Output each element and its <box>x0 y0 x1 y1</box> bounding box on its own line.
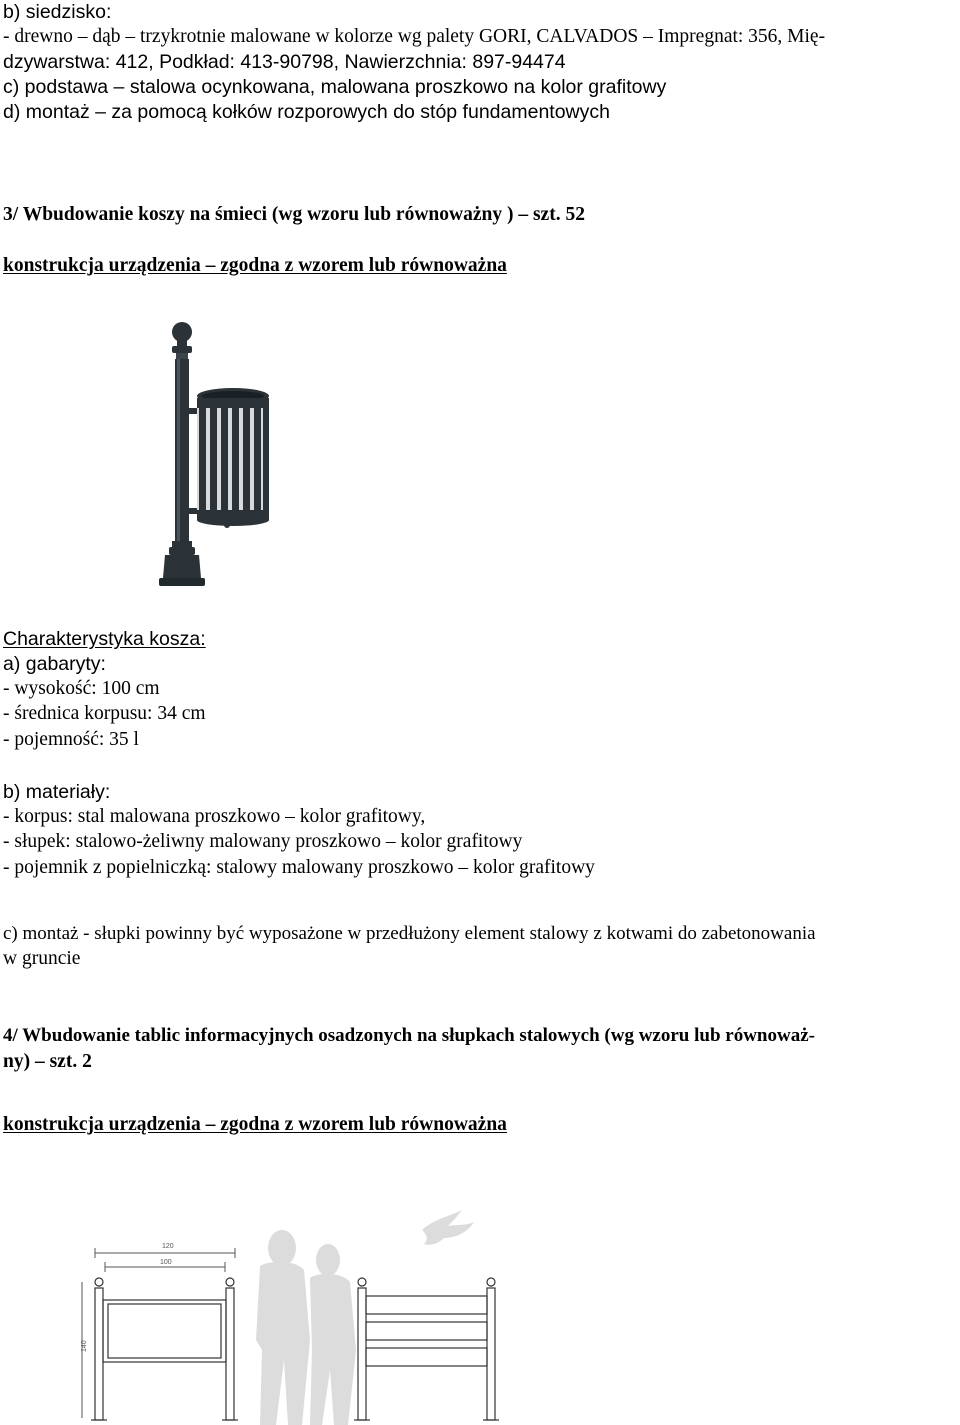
dims-heading: a) gabaryty: <box>3 653 106 675</box>
seat-heading: b) siedzisko: <box>3 1 112 23</box>
info-board-drawing <box>60 1200 660 1425</box>
materials-heading: b) materiały: <box>3 781 111 803</box>
mounting-description: c) montaż - słupki powinny być wyposażone w przedłużony element stalowy z kotwami do zabetonowania <box>3 923 816 944</box>
material-body: - korpus: stal malowana proszkowo – kolor grafitowy, <box>3 806 426 827</box>
section4-title-cont: ny) – szt. 2 <box>3 1051 92 1072</box>
dim-inner-label: 100 <box>160 1259 172 1266</box>
bin-height: - wysokość: 100 cm <box>3 678 160 699</box>
trash-bin-illustration <box>155 320 275 588</box>
bin-capacity: - pojemność: 35 l <box>3 729 139 750</box>
section4-title: 4/ Wbudowanie tablic informacyjnych osadzonych na słupkach stalowych (wg wzoru lub równoważ- <box>3 1025 815 1046</box>
material-container: - pojemnik z popielniczką: stalowy malowany proszkowo – kolor grafitowy <box>3 857 595 878</box>
material-post: - słupek: stalowo-żeliwny malowany proszkowo – kolor grafitowy <box>3 831 523 852</box>
people-silhouette <box>256 1230 356 1425</box>
seat-wood-line: - drewno – dąb – trzykrotnie malowane w kolorze wg palety GORI, CALVADOS – Impregnat: 356, Mię- <box>3 26 826 47</box>
seat-layers-line: dzywarstwa: 412, Podkład: 413-90798, Nawierzchnia: 897-94474 <box>3 51 566 73</box>
dim-height-label: 140 <box>81 1340 88 1352</box>
mounting-description-cont: w gruncie <box>3 948 81 969</box>
bird-silhouette <box>422 1210 474 1245</box>
bin-spec-heading: Charakterystyka kosza: <box>3 628 206 650</box>
section3-title: 3/ Wbudowanie koszy na śmieci (wg wzoru lub równoważny ) – szt. 52 <box>3 204 585 225</box>
dim-outer-label: 120 <box>162 1243 174 1250</box>
section4-subtitle: konstrukcja urządzenia – zgodna z wzorem lub równoważna <box>3 1114 507 1135</box>
bin-diameter: - średnica korpusu: 34 cm <box>3 703 206 724</box>
mounting-line: d) montaż – za pomocą kołków rozporowych do stóp fundamentowych <box>3 101 610 123</box>
base-line: c) podstawa – stalowa ocynkowana, malowana proszkowo na kolor grafitowy <box>3 76 667 98</box>
section3-subtitle: konstrukcja urządzenia – zgodna z wzorem lub równoważna <box>3 255 507 276</box>
